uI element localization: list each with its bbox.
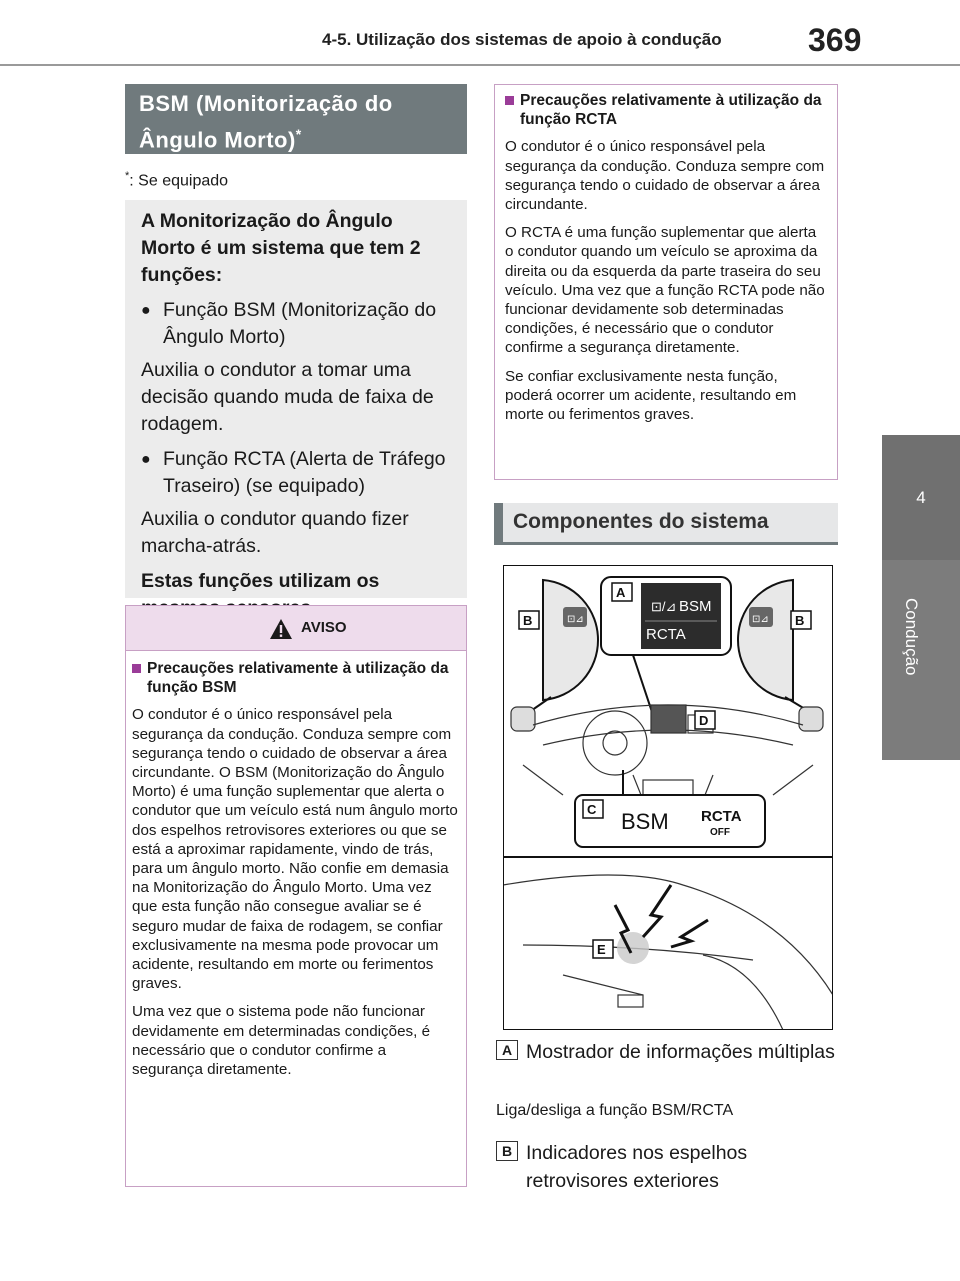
svg-text:⊡/⊿: ⊡/⊿ — [651, 599, 677, 614]
equipped-note-sup: * — [125, 170, 130, 182]
warning-paragraph-2: Uma vez que o sistema pode não funcionar devidamente em determinadas condições, é necessário que o condutor confirme a segurança diretamente. — [132, 1003, 431, 1079]
warning-title: AVISO — [301, 619, 347, 636]
chapter-tab-number: 4 — [882, 435, 960, 560]
square-bullet-icon — [505, 96, 514, 105]
svg-text:B: B — [795, 613, 805, 628]
label-a — [612, 583, 632, 601]
equipped-note-text: : Se equipado — [129, 172, 229, 190]
label-d — [695, 711, 715, 729]
warning-box — [125, 605, 467, 1187]
equipped-note — [125, 170, 228, 190]
info-bullet-2-text: Função RCTA (Alerta de Tráfego Traseiro) (se equipado) — [163, 448, 446, 497]
warning-body — [126, 651, 466, 1079]
info-bullet-2 — [141, 446, 451, 500]
components-heading: Componentes do sistema — [494, 503, 838, 545]
legend-a-sub: Liga/desliga a função BSM/RCTA — [496, 1102, 734, 1119]
bsm-heading-text: BSM (Monitorização do Ângulo Morto) — [139, 91, 393, 153]
info-bullet-1 — [141, 297, 451, 351]
info-bullet-1-text: Função BSM (Monitorização do Ângulo Morto) — [163, 299, 437, 348]
label-c — [583, 800, 603, 818]
section-title: 4-5. Utilização dos sistemas de apoio à condução — [322, 30, 722, 49]
warning-subtitle-text: Precauções relativamente à utilização da função BSM — [147, 660, 449, 697]
info-desc-1: Auxilia o condutor a tomar uma decisão quando muda de faixa de rodagem. — [141, 359, 434, 435]
svg-text:⊡⊿: ⊡⊿ — [752, 614, 769, 625]
switch-off-text: OFF — [710, 827, 730, 838]
rear-bumper-drawing — [503, 875, 833, 1030]
svg-text:B: B — [523, 613, 533, 628]
warning-paragraph-1: O condutor é o único responsável pela segurança da condução. Conduza sempre com segurança tendo o cuidado de observar a área circundante. O BSM (Monitorização do Ângulo Morto) é uma função suplementar que alerta o condutor que um veículo está num ângulo morto dos espelhos retrovisores exteriores ou que se está a aproximar rapidamente, vindo de trás, para um ângulo morto. Não confie em demasia na Monitorização do Ângulo Morto. Uma vez que esta função não consegue avaliar se é seguro mudar de faixa de rodagem, se confiar exclusivamente na mesma pode provocar um acidente, resultando em morte ou ferimentos graves. — [132, 706, 458, 993]
svg-text:E: E — [597, 942, 606, 957]
rcta-paragraph-3: Se confiar exclusivamente nesta função, poderá ocorrer um acidente, resultando em morte ou ferimentos graves. — [505, 367, 797, 424]
label-e — [593, 940, 613, 958]
display-rcta-text: RCTA — [646, 626, 686, 643]
info-closing: Estas funções utilizam os — [141, 570, 380, 592]
rcta-subtitle-text: Precauções relativamente à utilização da função RCTA — [520, 92, 822, 129]
left-mirror-indicator-callout — [543, 580, 598, 700]
bsm-heading — [125, 84, 467, 154]
page-number: 369 — [808, 22, 862, 58]
chapter-tab-label: Condução — [902, 598, 921, 676]
lightning-icon — [671, 920, 708, 947]
display-bsm-text: BSM — [679, 598, 712, 615]
switch-bsm-text: BSM — [621, 809, 669, 834]
warning-header — [126, 606, 466, 651]
switch-rcta-text: RCTA — [701, 808, 742, 825]
bullet-dot-icon: ● — [141, 302, 151, 319]
legend-b-key: B — [496, 1141, 518, 1161]
info-desc-2: Auxilia o condutor quando fizer marcha-atrás. — [141, 508, 409, 557]
svg-text:D: D — [699, 713, 709, 728]
header-rule — [0, 64, 960, 66]
bullet-dot-icon: ● — [141, 451, 151, 468]
svg-text:C: C — [587, 802, 597, 817]
chapter-tab — [882, 560, 960, 760]
system-components-illustration — [503, 565, 833, 1030]
rcta-precautions-box — [494, 84, 838, 480]
bsm-heading-sup: * — [295, 126, 302, 142]
lightning-icon — [643, 885, 671, 937]
legend-b-text: Indicadores nos espelhos retrovisores exteriores — [526, 1142, 748, 1192]
info-box — [125, 200, 467, 598]
svg-text:A: A — [616, 585, 626, 600]
legend-a-text: Mostrador de informações múltiplas — [526, 1041, 835, 1063]
rcta-paragraph-1: O condutor é o único responsável pela segurança da condução. Conduza sempre com segurança tendo o cuidado de observar a área circundante. — [505, 138, 825, 214]
legend-a-key: A — [496, 1040, 518, 1060]
info-intro: A Monitorização do Ângulo Morto é um sistema que tem 2 funções: — [141, 210, 421, 286]
rcta-subtitle — [505, 91, 827, 129]
svg-text:⊡⊿: ⊡⊿ — [567, 614, 584, 625]
label-b-right — [791, 611, 811, 629]
warning-subtitle — [132, 659, 460, 697]
label-b-left — [519, 611, 539, 629]
square-bullet-icon — [132, 664, 141, 673]
right-mirror-indicator-callout — [738, 580, 793, 700]
rcta-paragraph-2: O RCTA é uma função suplementar que alerta o condutor quando um veículo se aproxima da direita ou da esquerda da parte traseira do seu veículo. Uma vez que a função RCTA pode não funcionar devidamente sob determinadas condições, é necessário que o condutor confirme a segurança diretamente. — [505, 224, 825, 357]
warning-triangle-icon — [269, 618, 293, 640]
